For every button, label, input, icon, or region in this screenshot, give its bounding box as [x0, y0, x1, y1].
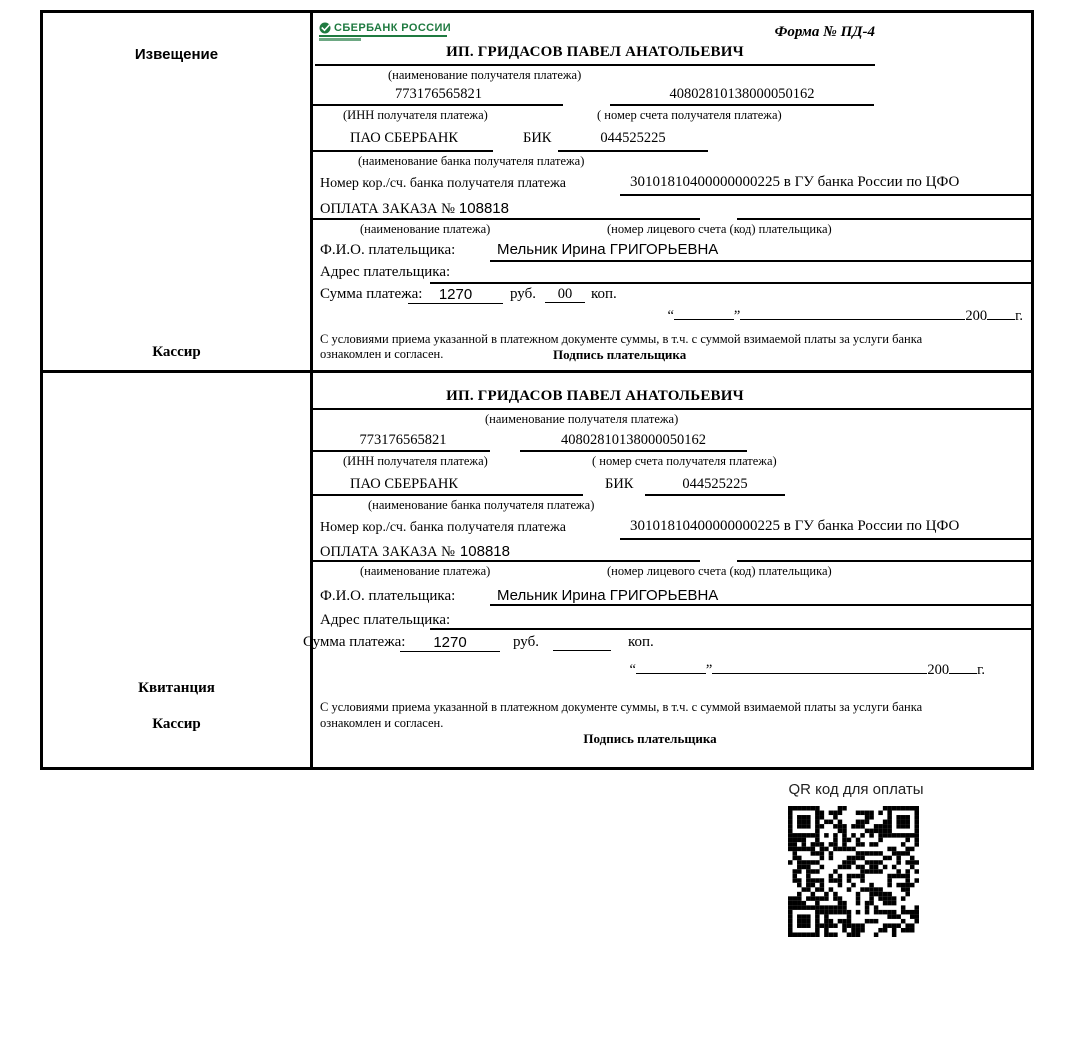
terms-text-line2: ознакомлен и согласен.	[320, 347, 444, 361]
bik-label: БИК	[523, 130, 552, 146]
date-day-blank	[636, 660, 706, 674]
inn-caption: (ИНН получателя платежа)	[343, 454, 488, 468]
terms-text-line2: ознакомлен и согласен.	[320, 716, 444, 730]
account-caption: ( номер счета получателя платежа)	[592, 454, 777, 468]
payer-label: Ф.И.О. плательщика:	[320, 588, 456, 604]
amount-label: Сумма платежа:	[320, 286, 423, 302]
field-line	[313, 494, 583, 496]
address-label: Адрес плательщика:	[320, 612, 451, 628]
stub-divider-line	[310, 13, 313, 767]
recipient-caption: (наименование получателя платежа)	[388, 68, 582, 82]
account-value: 40802810138000050162	[669, 86, 815, 102]
field-line	[558, 150, 708, 152]
payer-name: Мельник Ирина ГРИГОРЬЕВНА	[497, 587, 719, 604]
qr-code-image	[788, 806, 919, 937]
date-line	[667, 306, 1023, 325]
recipient-name: ИП. ГРИДАСОВ ПАВЕЛ АНАТОЛЬЕВИЧ	[446, 44, 744, 60]
amount-label: Сумма платежа:	[303, 634, 406, 650]
quote-open: “	[629, 662, 636, 678]
signature-label-notice: Подпись плательщика	[553, 347, 687, 362]
field-line	[313, 560, 700, 562]
field-line	[430, 282, 1031, 284]
field-line	[315, 64, 875, 66]
field-line	[620, 538, 1031, 540]
account-caption: ( номер счета получателя платежа)	[597, 108, 782, 122]
form-number-label: Форма № ПД-4	[774, 24, 875, 40]
date-year: 200	[965, 308, 988, 324]
personal-account-caption: (номер лицевого счета (код) плательщика)	[607, 222, 832, 236]
payment-purpose	[320, 543, 510, 561]
kop-label: коп.	[628, 634, 654, 650]
field-line	[737, 218, 1031, 220]
order-number: 108818	[458, 200, 509, 217]
cashier-label-receipt: Кассир	[152, 716, 201, 732]
terms-text-line1: С условиями приема указанной в платежном документе суммы, в т.ч. с суммой взимаемой платы за услуги банка	[320, 700, 923, 714]
field-line	[313, 104, 563, 106]
field-line	[313, 450, 490, 452]
bank-name-value: ПАО СБЕРБАНК	[350, 130, 458, 146]
payment-purpose	[320, 200, 509, 218]
date-day-blank	[674, 306, 734, 320]
field-line	[620, 194, 1031, 196]
bank-name-value: ПАО СБЕРБАНК	[350, 476, 458, 492]
quote-close: ”	[733, 308, 741, 324]
account-value: 40802810138000050162	[561, 432, 706, 448]
receipt-title: Квитанция	[138, 680, 215, 696]
field-line	[490, 260, 1031, 262]
amount-rub-value: 1270	[400, 634, 500, 652]
inn-value: 773176565821	[359, 432, 447, 448]
korr-value: 30101810400000000225 в ГУ банка России по ЦФО	[630, 174, 960, 190]
rub-label: руб.	[513, 634, 539, 650]
payer-label: Ф.И.О. плательщика:	[320, 242, 456, 258]
field-line	[490, 604, 1031, 606]
payment-purpose-label: ОПЛАТА ЗАКАЗА №	[320, 544, 455, 560]
field-line	[313, 150, 493, 152]
amount-rub-value: 1270	[408, 286, 503, 304]
notice-title: Извещение	[134, 46, 219, 63]
field-line	[610, 104, 874, 106]
signature-label-receipt: Подпись плательщика	[583, 731, 717, 746]
date-year: 200	[927, 662, 950, 678]
payer-name: Мельник Ирина ГРИГОРЬЕВНА	[497, 241, 719, 258]
inn-caption: (ИНН получателя платежа)	[343, 108, 488, 122]
bank-caption: (наименование банка получателя платежа)	[368, 498, 595, 512]
terms-text-line1: С условиями приема указанной в платежном документе суммы, в т.ч. с суммой взимаемой платы за услуги банка	[320, 332, 923, 346]
bank-caption: (наименование банка получателя платежа)	[358, 154, 585, 168]
amount-kop-value	[553, 634, 611, 651]
inn-value: 773176565821	[395, 86, 482, 102]
korr-value: 30101810400000000225 в ГУ банка России по ЦФО	[630, 518, 960, 534]
qr-caption: QR код для оплаты	[788, 781, 924, 798]
amount-kop-value: 00	[545, 286, 585, 303]
sberbank-circle-icon	[319, 22, 331, 34]
sberbank-logo	[319, 22, 451, 41]
date-month-blank	[740, 306, 965, 320]
payment-purpose-label: ОПЛАТА ЗАКАЗА №	[320, 201, 455, 217]
recipient-caption: (наименование получателя платежа)	[485, 412, 679, 426]
date-year-suffix: г.	[977, 662, 985, 678]
bik-label: БИК	[605, 476, 634, 492]
field-line	[645, 494, 785, 496]
kop-label: коп.	[591, 286, 617, 302]
date-year-blank	[949, 660, 977, 674]
rub-label: руб.	[510, 286, 536, 302]
bik-value: 044525225	[600, 130, 666, 146]
korr-label: Номер кор./сч. банка получателя платежа	[320, 520, 566, 535]
payment-caption: (наименование платежа)	[360, 222, 491, 236]
quote-open: “	[667, 308, 674, 324]
field-line	[737, 560, 1031, 562]
address-label: Адрес плательщика:	[320, 264, 451, 280]
sberbank-tagline-bar	[319, 38, 361, 41]
date-year-blank	[987, 306, 1015, 320]
date-month-blank	[712, 660, 927, 674]
field-line	[430, 628, 1031, 630]
payment-caption: (наименование платежа)	[360, 564, 491, 578]
quote-close: ”	[705, 662, 713, 678]
date-year-suffix: г.	[1015, 308, 1023, 324]
field-line	[313, 218, 700, 220]
bik-value: 044525225	[682, 476, 748, 492]
cashier-label-notice: Кассир	[152, 344, 201, 360]
field-line	[520, 450, 747, 452]
order-number: 108818	[459, 543, 510, 560]
pd4-form	[40, 10, 1034, 770]
recipient-name: ИП. ГРИДАСОВ ПАВЕЛ АНАТОЛЬЕВИЧ	[446, 388, 744, 404]
logo-underline	[319, 35, 447, 37]
section-divider-line	[43, 370, 1031, 373]
korr-label: Номер кор./сч. банка получателя платежа	[320, 176, 566, 191]
sberbank-logo-text: СБЕРБАНК РОССИИ	[334, 22, 452, 34]
date-line	[629, 660, 985, 679]
field-line	[313, 408, 1031, 410]
personal-account-caption: (номер лицевого счета (код) плательщика)	[607, 564, 832, 578]
